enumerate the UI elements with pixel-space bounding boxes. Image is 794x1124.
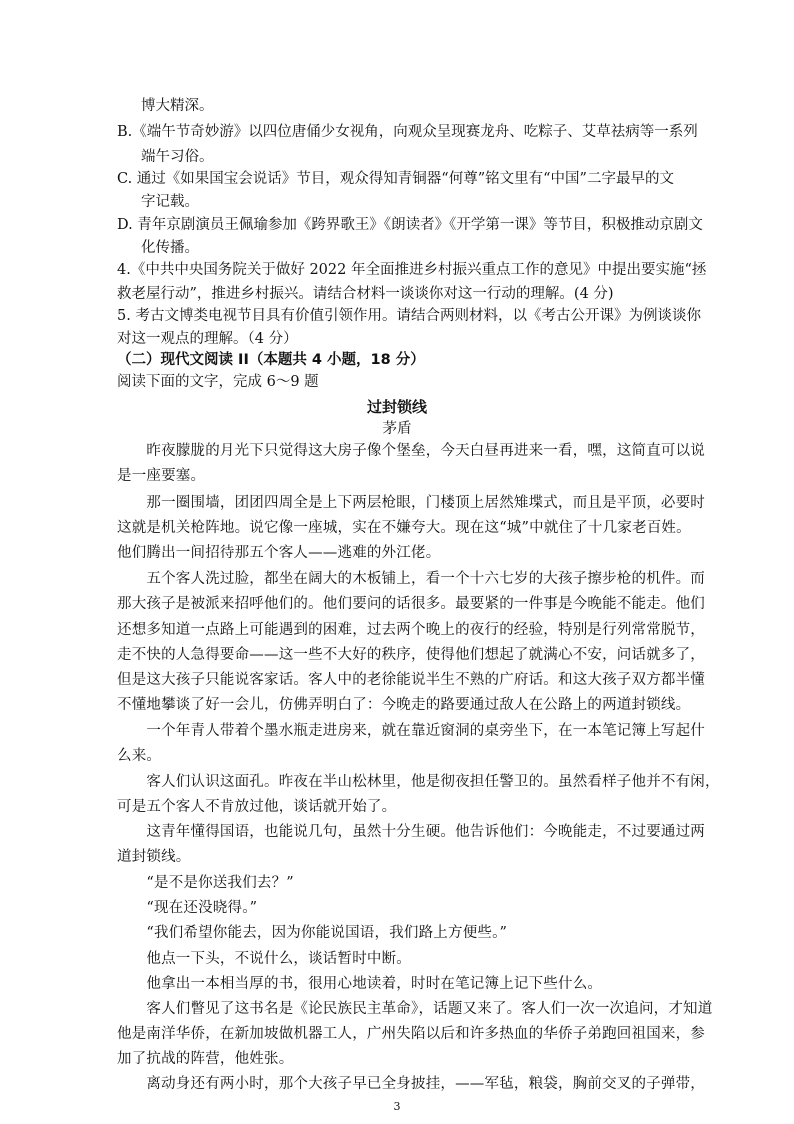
option-c-line-2: 字记载。 <box>141 194 199 210</box>
article-line: 还想多知道一点路上可能遇到的困难，过去两个晚上的夜行的经验，特别是行列常常脱节， <box>117 622 705 638</box>
article-line: 五个客人洗过脸，都坐在阔大的木板铺上，看一个十六七岁的大孩子擦步枪的机件。而 <box>117 571 705 587</box>
article-line: “我们希望你能去，因为你能说国语，我们路上方便些。” <box>117 925 508 941</box>
article-line: 但是这大孩子只能说客家话。客人中的老徐能说半生不熟的广府话。和这大孩子双方都半懂 <box>117 672 705 688</box>
article-line: 是一座要塞。 <box>117 468 206 484</box>
section-instruction: 阅读下面的文字，完成 6～9 题 <box>117 374 319 390</box>
option-b-line-2: 端午习俗。 <box>141 149 214 165</box>
article-line: 一个年青人带着个墨水瓶走进房来，就在靠近窗洞的桌旁坐下，在一本笔记簿上写起什 <box>117 723 705 739</box>
article-line: 加了抗战的阵营，他姓张。 <box>117 1051 294 1067</box>
article-line: 他们腾出一间招待那五个客人——逃难的外江佬。 <box>117 545 441 561</box>
question-4-line-2: 救老屋行动”，推进乡村振兴。请结合材料一谈谈你对这一行动的理解。(4 分) <box>117 286 614 302</box>
option-d-line-1: D. 青年京剧演员王佩瑜参加《跨界歌王》《朗读者》《开学第一课》等节目，积极推动京剧文 <box>117 217 703 233</box>
page-number: 3 <box>393 1100 401 1113</box>
question-5-line-2: 对这一观点的理解。（4 分） <box>117 331 298 347</box>
article-line: 那一圈围墙，团团四周全是上下两层枪眼，门楼顶上居然雉堞式，而且是平顶，必要时 <box>117 495 705 511</box>
section-heading: （二）现代文阅读 II（本题共 4 小题，18 分） <box>117 352 425 368</box>
article-line: 走不快的人急得要命——这一些不大好的秩序，使得他们想起了就满心不安，问话就多了， <box>117 647 705 663</box>
article-line: 他拿出一本相当厚的书，很用心地读着，时时在笔记簿上记下些什么。 <box>117 976 603 992</box>
question-4-line-1: 4.《中共中央国务院关于做好 2022 年全面推进乡村振兴重点工作的意见》中提出要实施“拯 <box>117 262 707 278</box>
option-b-line-1: B.《端午节奇妙游》以四位唐俑少女视角，向观众呈现赛龙舟、吃粽子、艾草祛病等一系列 <box>117 124 698 140</box>
article-line: “现在还没晓得。” <box>117 900 258 916</box>
article-author: 茅盾 <box>382 421 412 437</box>
article-line: 这青年懂得国语，也能说几句，虽然十分生硬。他告诉他们：今晚能走，不过要通过两 <box>117 824 705 840</box>
article-line: 离动身还有两小时，那个大孩子早已全身披挂，——军毡，粮袋，胸前交叉的子弹带， <box>117 1076 705 1092</box>
article-line: 客人们认识这面孔。昨夜在半山松林里，他是彻夜担任警卫的。虽然看样子他并不有闲， <box>117 774 720 790</box>
article-title: 过封锁线 <box>366 398 427 416</box>
article-line: 可是五个客人不肯放过他，谈话就开始了。 <box>117 799 397 815</box>
option-a-continuation: 博大精深。 <box>141 98 214 114</box>
article-line: 昨夜朦胧的月光下只觉得这大房子像个堡垒，今天白昼再进来一看，嘿，这简直可以说 <box>117 443 705 459</box>
article-line: 这就是机关枪阵地。说它像一座城，实在不嫌夸大。现在这“城”中就住了十几家老百姓。 <box>117 520 691 536</box>
question-5-line-1: 5. 考古文博类电视节目具有价值引领作用。请结合两则材料，以《考古公开课》为例谈谈你 <box>117 308 701 324</box>
option-c-line-1: C. 通过《如果国宝会说话》节目，观众得知青铜器“何尊”铭文里有“中国”二字最早的文 <box>117 171 674 187</box>
article-line: “是不是你送我们去？” <box>117 875 294 891</box>
article-line: 客人们瞥见了这书名是《论民族民主革命》，话题又来了。客人们一次一次追问，才知道 <box>117 1001 713 1017</box>
article-line: 他是南洋华侨，在新加坡做机器工人，广州失陷以后和许多热血的华侨子弟跑回祖国来，参 <box>117 1026 705 1042</box>
article-line: 不懂地攀谈了好一会儿，仿佛弄明白了：今晚走的路要通过敌人在公路上的两道封锁线。 <box>117 697 691 713</box>
article-line: 那大孩子是被派来招呼他们的。他们要问的话很多。最要紧的一件事是今晚能不能走。他们 <box>117 596 705 612</box>
option-d-line-2: 化传播。 <box>141 240 199 256</box>
article-line: 道封锁线。 <box>117 849 191 865</box>
article-line: 么来。 <box>117 748 162 764</box>
article-line: 他点一下头，不说什么，谈话暂时中断。 <box>117 951 411 967</box>
